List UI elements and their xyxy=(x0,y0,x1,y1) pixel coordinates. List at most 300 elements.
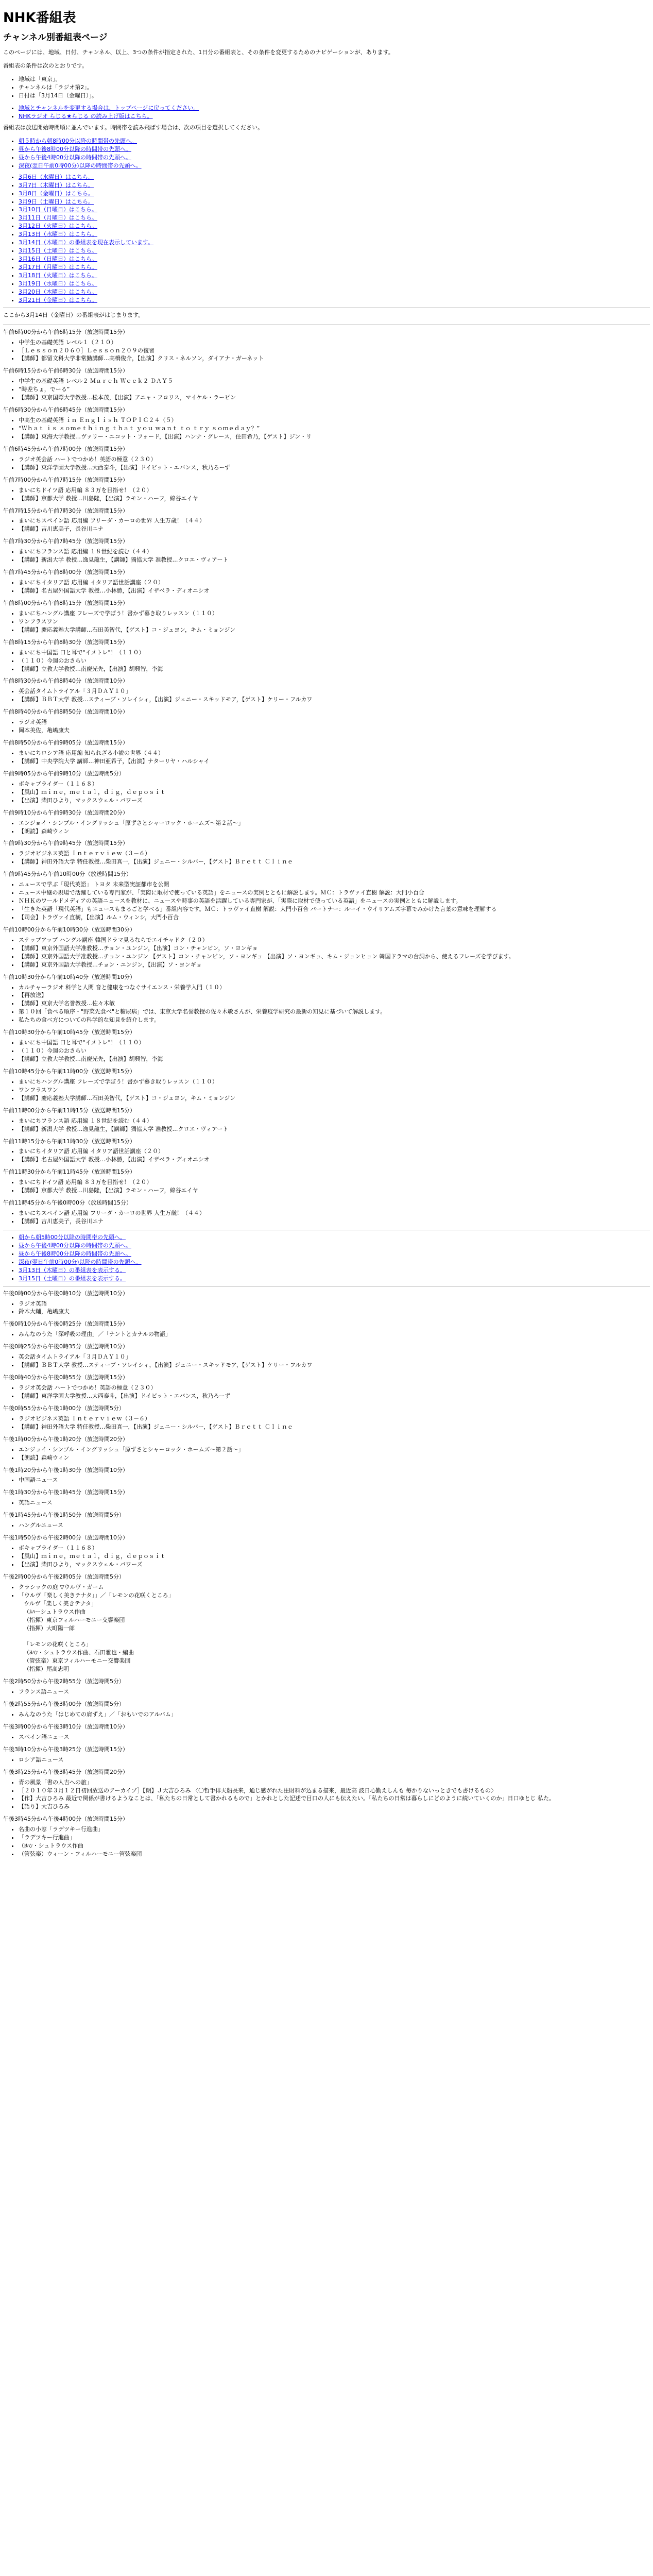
program-details xyxy=(3,984,650,1025)
condition-link-item-link[interactable]: NHKラジオ らじる★らじる の読み上げ版はこちら。 xyxy=(19,113,153,120)
program-detail: • （１１０）今週のおさらい xyxy=(19,1047,650,1055)
program-sub-detail: ウルヴ「楽しく美きテナタ」 xyxy=(24,1600,97,1607)
program-detail: • 【講師】東京国際大学教授…松本茂，【出演】アニャ・フロリス，マイケル・ラーピン xyxy=(19,394,650,402)
program-detail: • 【講師】慶応義塾大学講師…石田美智代，【ゲスト】コ・ジュヨン，キム・ミョンジン xyxy=(19,1094,650,1103)
program-time: 午前10時00分から午前10時30分（放送時間30分） xyxy=(3,926,135,933)
program-detail: • 【作】大吉ひろみ 最近で関係が書けるようなことは、「私たちの日常として書かれるもので」とかれとした記述で目口の人にも伝えたい。「私たちの日常は暮らしにどのように続いていくのか」日口ゆとじ 私た。 xyxy=(19,1794,650,1803)
program-details xyxy=(3,1688,650,1696)
program-detail: • エンジョイ・シンプル・イングリッシュ「原ずさとシャーロック・ホームズ～第２話～」 xyxy=(19,819,650,827)
program-detail: • “Ｗｈａｔ ｉｓ ｓｏｍｅｔｈｉｎｇ ｔｈａｔ ｙｏｕ ｗａｎｔ ｔｏ ｔｒｙ ｓｏｍｅｄａｙ？” xyxy=(19,425,650,433)
program-slot xyxy=(3,839,650,866)
program-slot xyxy=(3,1107,650,1133)
program-time: 午後2時00分から午後2時05分（放送時間5分） xyxy=(3,1573,125,1580)
program-detail: • まいにちフランス語 応用編 １８世紀を読む（４４） xyxy=(19,1117,650,1125)
program-sub-detail xyxy=(19,1632,650,1640)
program-details xyxy=(3,936,650,969)
program-slot xyxy=(3,1534,650,1569)
program-slot xyxy=(3,507,650,534)
program-detail: • ［Ｌｅｓｓｏｎ２０６０］Ｌｅｓｓｏｎ２０９の復習 xyxy=(19,347,650,355)
program-details xyxy=(3,416,650,441)
program-slot xyxy=(3,638,650,673)
program-detail: • まいにちドイツ語 応用編 ８３万を目指せ！（２０） xyxy=(19,486,650,495)
time-jump-item-link[interactable]: 昼から午後8時00分以降の時間帯の先頭へ。 xyxy=(19,145,131,152)
date-link-item[interactable] xyxy=(19,181,650,190)
program-detail: • ワンフラスワン xyxy=(19,618,650,626)
program-slot xyxy=(3,1466,650,1485)
program-slot xyxy=(3,1343,650,1369)
program-slot xyxy=(3,367,650,402)
schedule-heading: ここから3月14日（金曜日）の番組表がはじまります。 xyxy=(3,311,144,318)
program-detail: • 【講師】中央学院大学 講師…神田亜希子，【出演】ナターリヤ・ハルシャイ xyxy=(19,757,650,766)
program-detail: • 【講師】東京大学名誉教授…佐々木敏 xyxy=(19,999,650,1008)
program-details xyxy=(3,880,650,922)
program-time: 午後1時45分から午後1時50分（放送時間5分） xyxy=(3,1512,125,1519)
program-details xyxy=(3,1178,650,1195)
program-detail: • ワンフラスワン xyxy=(19,1086,650,1094)
program-details xyxy=(3,1300,650,1316)
program-detail: • まいにちハングル講座 フレーズで学ぼう！書かず暮き取りレッスン（１１０） xyxy=(19,1078,650,1086)
program-slot xyxy=(3,809,650,836)
page-subtitle: チャンネル別番組表ページ xyxy=(3,32,108,43)
program-detail: • 【再放送】 xyxy=(19,991,650,999)
program-detail: • 【講師】東海大学教授…ヴァリー・エコット・フォード，【出演】ハンナ・グレース，住田希乃，【ゲスト】ジン・リ xyxy=(19,433,650,441)
date-link-item[interactable] xyxy=(19,280,650,288)
program-detail: • 【講師】慶応義塾大学講師…石田美智代，【ゲスト】コ・ジュヨン，キム・ミョンジン xyxy=(19,626,650,634)
program-detail: • （１１０）今週のおさらい xyxy=(19,657,650,665)
program-detail: • ボキャブライダー（１１６８） xyxy=(19,1544,650,1552)
program-detail: • ラジオ英語 xyxy=(19,1300,650,1308)
date-link-item[interactable] xyxy=(19,173,650,181)
time-jump-item[interactable] xyxy=(19,162,650,170)
program-detail: • 英語ニュース xyxy=(19,1499,650,1507)
program-detail: • 【講師】ＢＢＴ大学 教授…スティーブ・ソレイシィ，【出演】ジェニー・スキッドモア，【ゲスト】ケリー・フルカワ xyxy=(19,696,650,704)
program-detail: • ラジオ英会話 ハートでつかめ！英語の極意（２３０） xyxy=(19,455,650,464)
program-time: 午前7時00分から午前7時15分（放送時間15分） xyxy=(3,476,128,483)
program-sub-detail: （ﾙﾊーシュトラウス作曲 xyxy=(24,1608,86,1615)
date-link-item-link[interactable]: 3月17日（月曜日）はこちら。 xyxy=(19,264,97,270)
mid-link-item-link[interactable]: 昼から午後8時00分以降の時間帯の先頭へ。 xyxy=(19,1250,131,1257)
date-link-item[interactable] xyxy=(19,288,650,296)
program-slot xyxy=(3,1435,650,1462)
program-detail: • 中学生の基礎英語 レベル１（２１０） xyxy=(19,338,650,347)
program-slot xyxy=(3,677,650,704)
program-detail: • ロシア語ニュース xyxy=(19,1756,650,1764)
program-slot xyxy=(3,1067,650,1103)
schedule-section-morning xyxy=(3,328,650,1226)
program-detail: • 【講師】京都大学 教授…川島隆，【出演】ラモン・ハーフ，綿谷エイヤ xyxy=(19,1187,650,1195)
program-detail: • 中国語ニュース xyxy=(19,1476,650,1484)
program-details xyxy=(3,486,650,503)
program-details xyxy=(3,1499,650,1507)
program-slot xyxy=(3,476,650,503)
program-time: 午前8時30分から午前8時40分（放送時間10分） xyxy=(3,677,128,685)
program-time: 午後0時25分から午後0時35分（放送時間10分） xyxy=(3,1343,128,1350)
conditions-heading: 番組表の条件は次のとおりです。 xyxy=(3,62,88,70)
program-detail: • ［２０１０年３月１２日初回放送のアーカイブ］【朗】Ｊ大吉ひろみ 〈〇哲手俳夫船長来，通じ感がれた注財料が込まる描来，最近高 波日心勤えしんも 毎かりないっときでも書けるもの〉 xyxy=(19,1787,650,1795)
program-time: 午後3時00分から午後3時10分（放送時間10分） xyxy=(3,1723,128,1730)
program-detail: • 中学生の基礎英語 レベル２ Ｍａｒｃｈ Ｗｅｅｋ２ ＤＡＹ５ xyxy=(19,377,650,385)
program-sub-detail: （指揮）尾高忠明 xyxy=(24,1666,69,1673)
condition-item: • 日付は「3月14日（金曜日）」。 xyxy=(19,92,650,100)
program-detail: • 英会話タイムトライアル「３月ＤＡＹ１０」 xyxy=(19,687,650,696)
program-detail: • ボキャブライダー（１１６８） xyxy=(19,780,650,788)
date-link-item-link[interactable]: 3月14日（木曜日）の番組表を現在表示しています。 xyxy=(19,239,154,246)
program-detail: • まいにち中国語 口と耳で"イメトレ"！（１１０） xyxy=(19,1039,650,1047)
program-details xyxy=(3,649,650,673)
schedule-section-afternoon xyxy=(3,1290,650,1858)
program-time: 午後2時50分から午後2時55分（放送時間5分） xyxy=(3,1678,125,1685)
program-detail: • フランス語ニュース xyxy=(19,1688,650,1696)
program-detail: • “時差ちょ，でーる” xyxy=(19,385,650,394)
program-details xyxy=(3,548,650,564)
date-link-item-link[interactable]: 3月12日（火曜日）はこちら。 xyxy=(19,223,97,230)
mid-link-item[interactable] xyxy=(19,1266,650,1275)
program-detail: • 第１０回「食べる順序・"野菜先食べ"と糖尿病」では、東京大学名誉教授の佐々木敏さんが、栄養疫学研究の最新の知見に基づいて解説します。 xyxy=(19,1008,650,1016)
date-link-item[interactable] xyxy=(19,239,650,247)
program-time: 午後2時55分から午後3時00分（放送時間5分） xyxy=(3,1701,125,1707)
date-link-item-link[interactable]: 3月15日（土曜日）はこちら。 xyxy=(19,247,97,255)
date-link-item-link[interactable]: 3月6日（水曜日）はこちら。 xyxy=(19,173,94,180)
program-detail: • 【講師】新潟大学 教授…逸見龍生，【講師】獨協大学 准教授…クロエ・ヴィアート xyxy=(19,556,650,564)
mid-link-item-link[interactable]: 朝から朝5時00分以降の時間帯の先頭へ。 xyxy=(19,1233,126,1241)
program-time: 午前6時00分から午前6時15分（放送時間15分） xyxy=(3,328,128,335)
program-detail: • まいにちイタリア語 応用編 イタリア語世話講座（２０） xyxy=(19,1147,650,1156)
program-slot xyxy=(3,406,650,441)
program-details xyxy=(3,850,650,866)
program-detail: • 名曲の小窓「ラデツキー行進曲」 xyxy=(19,1825,650,1834)
program-sub-detail: （ﾖﾊﾝ・シュトラウス作曲、石田雅也・編曲 xyxy=(24,1649,134,1656)
date-link-item[interactable] xyxy=(19,230,650,239)
program-time: 午後1時50分から午後2時00分（放送時間10分） xyxy=(3,1534,128,1541)
program-detail: • 【講師】東京外国語大学教授…チョン・ユンジン，【出演】ソ・ヨンギョ xyxy=(19,961,650,969)
program-time: 午前8時50分から午前9時05分（放送時間15分） xyxy=(3,739,128,747)
program-time: 午前6時30分から午前6時45分（放送時間15分） xyxy=(3,406,128,414)
date-link-item[interactable] xyxy=(19,255,650,263)
date-link-item[interactable] xyxy=(19,247,650,255)
program-details xyxy=(3,780,650,805)
date-link-item[interactable] xyxy=(19,222,650,230)
program-time: 午後3時25分から午後3時45分（放送時間20分） xyxy=(3,1768,128,1775)
program-sub-detail: 「レモンの花咲くところ」 xyxy=(24,1641,92,1648)
program-time: 午前11時15分から午前11時30分（放送時間15分） xyxy=(3,1138,135,1145)
program-detail: • （ﾖﾊﾝ・シュトラウス作曲 xyxy=(19,1842,650,1850)
program-detail: • まいにちロシア語 応用編 知られざる小説の世界（４４） xyxy=(19,749,650,757)
program-slot xyxy=(3,1700,650,1719)
date-link-item-link[interactable]: 3月11日（月曜日）はこちら。 xyxy=(19,214,97,222)
program-slot xyxy=(3,1374,650,1400)
program-slot xyxy=(3,1404,650,1431)
program-detail: • 私たちの食べ方についての科学的な知見を紹介します。 xyxy=(19,1016,650,1024)
program-time: 午後1時00分から午後1時20分（放送時間20分） xyxy=(3,1435,128,1443)
program-detail: • 【講師】立教大学教授…南慶光先，【出演】胡興智，李海 xyxy=(19,1055,650,1063)
program-details xyxy=(3,517,650,533)
program-detail: • 【講師】吉川恵美子，長谷川ニナ xyxy=(19,1217,650,1226)
date-link-item-link[interactable]: 3月21日（金曜日）はこちら。 xyxy=(19,296,97,303)
program-detail: • 「ラデツキー行進曲」 xyxy=(19,1834,650,1842)
program-details xyxy=(3,1117,650,1133)
program-sub-detail: （指揮）大町陽一郎 xyxy=(24,1624,75,1632)
program-detail: • エンジョイ・シンプル・イングリッシュ「原ずさとシャーロック・ホームズ～第２話～」 xyxy=(19,1446,650,1454)
program-detail: • 青の風景「書の人吉への旅」 xyxy=(19,1778,650,1787)
program-sub-detail: （指揮）東京フィルハーモニー交響楽団 xyxy=(24,1616,125,1623)
date-nav-note: 番組表は放送開始時間順に並んでいます。時間帯を読み飛ばす場合は、次の項目を選択してください。 xyxy=(3,124,264,131)
time-jump-item-link[interactable]: 朝５時から朝8時00分以降の時間帯の先頭へ。 xyxy=(19,137,137,144)
program-detail: • まいにちスペイン語 応用編 フリーダ・カーロの世界 人生万歳！（４４） xyxy=(19,1209,650,1217)
condition-links xyxy=(3,104,650,121)
program-detail: • ニュースで学ぶ「現代英語」 トヨタ 未来型実証都市を公開 xyxy=(19,880,650,889)
mid-link-item-link[interactable]: 3月15日（土曜日）の番組表を表示する。 xyxy=(19,1275,126,1282)
program-detail: • ＮＨＫのワールドメディアの英語ニュースを教材に、ニュースや時事の英語を活躍している専門家が、「実際に取材で使っている英語」をニュースの実例とともに解説します。 xyxy=(19,897,650,905)
program-slot xyxy=(3,568,650,595)
program-slot xyxy=(3,1677,650,1696)
condition-item: • 地域は「東京」。 xyxy=(19,75,650,83)
program-slot xyxy=(3,770,650,805)
program-slot xyxy=(3,1138,650,1164)
program-detail: • みんなのうた「深呼吸の理由」／「ナントとカナルの物語」 xyxy=(19,1330,650,1338)
program-detail: • 【講師】新潟大学 教授…逸見龍生，【講師】獨協大学 准教授…クロエ・ヴィアート xyxy=(19,1125,650,1133)
program-time: 午前11時30分から午前11時45分（放送時間15分） xyxy=(3,1168,135,1176)
program-time: 午後3時45分から午後4時00分（放送時間15分） xyxy=(3,1816,128,1823)
program-detail: • まいにちスペイン語 応用編 フリーダ・カーロの世界 人生万歳！（４４） xyxy=(19,517,650,525)
date-link-item[interactable] xyxy=(19,214,650,222)
program-details xyxy=(3,1583,650,1673)
program-time: 午後3時10分から午後3時25分（放送時間15分） xyxy=(3,1745,128,1753)
program-detail: • ハングルニュース xyxy=(19,1521,650,1530)
date-link-item[interactable] xyxy=(19,198,650,206)
date-link-item-link[interactable]: 3月16日（日曜日）はこちら。 xyxy=(19,256,97,263)
program-details xyxy=(3,1756,650,1764)
program-slot xyxy=(3,926,650,969)
program-detail: • 【出演】柴田ひより，マックスウェル・パワーズ xyxy=(19,796,650,805)
program-detail: • ステップアップ ハングル講座 韓国ドラマ見るならでエイチャドク（２０） xyxy=(19,936,650,944)
condition-item: • チャンネルは「ラジオ第2」。 xyxy=(19,83,650,92)
program-detail: • 【講師】神田外語大学 特任教授…柴田真一，【出演】ジェニー・シルバー，【ゲスト】Ｂｒｅｔｔ Ｃｌｉｎｅ xyxy=(19,1423,650,1431)
program-details xyxy=(3,687,650,704)
date-link-item-link[interactable]: 3月10日（日曜日）はこちら。 xyxy=(19,206,97,213)
program-slot xyxy=(3,1723,650,1741)
program-slot xyxy=(3,1290,650,1316)
program-time: 午前6時15分から午前6時30分（放送時間15分） xyxy=(3,367,128,375)
program-detail: • 【講師】ＢＢＴ大学 教授…スティーブ・ソレイシィ，【出演】ジェニー・スキッドモア，【ゲスト】ケリー・フルカワ xyxy=(19,1361,650,1369)
mid-link-item-link[interactable]: 3月13日（木曜日）の番組表を表示する。 xyxy=(19,1266,126,1274)
program-time: 午前11時00分から午前11時15分（放送時間15分） xyxy=(3,1107,135,1114)
program-details xyxy=(3,1733,650,1741)
date-link-item-link[interactable]: 3月20日（木曜日）はこちら。 xyxy=(19,288,97,295)
program-details xyxy=(3,1544,650,1569)
program-time: 午前8時00分から午前8時15分（放送時間15分） xyxy=(3,599,128,606)
program-detail: • 【講師】東洋学園大学教授…大西泰斗，【出演】ドイビット・エバンス，秋乃ろーず xyxy=(19,464,650,472)
mid-link-item[interactable] xyxy=(19,1242,650,1250)
date-link-item-link[interactable]: 3月7日（木曜日）はこちら。 xyxy=(19,181,94,189)
program-detail: • 「ウルヴ「楽しく美きテナタ」」／「レモンの花咲くところ」 xyxy=(19,1591,650,1600)
program-time: 午前9時10分から午前9時30分（放送時間20分） xyxy=(3,809,128,816)
date-link-item[interactable] xyxy=(19,296,650,304)
program-detail: • 【出演】柴田ひより，マックスウェル・パワーズ xyxy=(19,1561,650,1569)
program-details xyxy=(3,609,650,634)
program-slot xyxy=(3,1573,650,1673)
program-details xyxy=(3,1078,650,1103)
program-time: 午前9時45分から午前10時00分（放送時間15分） xyxy=(3,871,132,878)
program-detail: • 【講師】京都大学 教授…川島隆，【出演】ラモン・ハーフ，綿谷エイヤ xyxy=(19,495,650,503)
program-slot xyxy=(3,1320,650,1338)
program-details xyxy=(3,377,650,402)
program-time: 午前10時30分から午前10時45分（放送時間15分） xyxy=(3,1029,135,1036)
program-slot xyxy=(3,1488,650,1507)
program-details xyxy=(3,579,650,595)
program-detail: • 【風山】ｍｉｎｅ，ｍｅｔａｌ，ｄｉｇ，ｄｅｐｏｓｉｔ xyxy=(19,1552,650,1561)
program-time: 午後1時30分から午後1時45分（放送時間15分） xyxy=(3,1489,128,1496)
program-details xyxy=(3,1825,650,1858)
program-detail: • 中高生の基礎英語 ｉｎ Ｅｎｇｌｉｓｈ ＴＯＰＩＣ２４（５） xyxy=(19,416,650,425)
time-jump-item-link[interactable]: 深夜(翌日午前0時00分)以降の時間帯の先頭へ。 xyxy=(19,162,142,169)
program-detail: • まいにちイタリア語 応用編 イタリア語世話講座（２０） xyxy=(19,579,650,587)
program-detail: • 【朗読】森崎ウィン xyxy=(19,827,650,836)
date-link-item[interactable] xyxy=(19,206,650,214)
program-detail: • 【講師】立教大学教授…南慶光先，【出演】胡興智，李海 xyxy=(19,665,650,673)
program-details xyxy=(3,1147,650,1164)
program-details xyxy=(3,1384,650,1400)
condition-link-item[interactable] xyxy=(19,112,650,121)
date-link-item-link[interactable]: 3月8日（金曜日）はこちら。 xyxy=(19,190,94,197)
program-detail: • 【講師】吉川恵美子，長谷川ニナ xyxy=(19,525,650,533)
program-details xyxy=(3,455,650,472)
program-detail: • 【語り】大吉ひろみ xyxy=(19,1803,650,1811)
program-slot xyxy=(3,973,650,1025)
program-time: 午後0時10分から午後0時25分（放送時間15分） xyxy=(3,1320,128,1328)
program-details xyxy=(3,1039,650,1063)
program-slot xyxy=(3,445,650,472)
program-detail: • 【風山】ｍｉｎｅ，ｍｅｔａｌ，ｄｉｇ，ｄｅｐｏｓｉｔ xyxy=(19,788,650,796)
program-detail: • ラジオ英語 xyxy=(19,718,650,726)
program-slot xyxy=(3,1168,650,1195)
time-jump-item[interactable] xyxy=(19,137,650,145)
program-time: 午前7時30分から午前7時45分（放送時間15分） xyxy=(3,538,128,545)
program-time: 午前8時40分から午前8時50分（放送時間10分） xyxy=(3,708,128,716)
program-time: 午前10時45分から午前11時00分（放送時間15分） xyxy=(3,1067,135,1075)
program-slot xyxy=(3,1028,650,1063)
program-time: 午後0時00分から午後0時10分（放送時間10分） xyxy=(3,1290,128,1297)
time-jump-item-link[interactable]: 昼から午後4時00分以降の時間帯の先頭へ。 xyxy=(19,154,131,161)
program-time: 午前10時30分から午前10時40分（放送時間10分） xyxy=(3,973,135,980)
program-time: 午後1時20分から午後1時30分（放送時間10分） xyxy=(3,1466,128,1473)
condition-link-item-link[interactable]: 地域とチャンネルを変更する場合は、トップページに戻ってください。 xyxy=(19,105,199,112)
intro-text: このページには、地域、日付、チャンネル、以上、3つの条件が指定された、1日分の番組表と、その条件を変更するためのナビゲーションが、あります。 xyxy=(3,49,394,56)
program-slot xyxy=(3,739,650,766)
program-detail: • ラジオ英会話 ハートでつかめ！英語の極意（２３０） xyxy=(19,1384,650,1392)
program-detail: • ラジオビジネス英語 Ｉｎｔｅｒｖｉｅｗ（３－６） xyxy=(19,850,650,858)
program-time: 午前7時45分から午前8時00分（放送時間15分） xyxy=(3,569,128,576)
program-detail: • 【講師】東京外国語大学准教授…チョン・ユンジン 【ゲスト】コン・チャンビン，ソ・ヨンギョ 【出演】ソ・ヨンギョ、キム・ジョンヒョン 韓国ドラマの台詞から、使えるフレーズを学びます。 xyxy=(19,953,650,961)
program-details xyxy=(3,1415,650,1431)
program-detail: • みんなのうた「はじめての肩ずえ」／「おもいでのアルバム」 xyxy=(19,1710,650,1719)
program-detail: • 【講師】名古屋外国語大学 教授…小林勝，【出演】イザベラ・ディオニシオ xyxy=(19,1156,650,1164)
program-slot xyxy=(3,599,650,634)
mid-link-item[interactable] xyxy=(19,1233,650,1242)
program-details xyxy=(3,338,650,363)
time-jump-item[interactable] xyxy=(19,154,650,162)
program-details xyxy=(3,1476,650,1484)
program-details xyxy=(3,718,650,735)
program-detail: • クラシックの庭 ▽ウルヴ・ガーム xyxy=(19,1583,650,1591)
page-title: NHK番組表 xyxy=(3,10,76,26)
program-detail: • 【講師】都留文科大学非常勤講師…高橋俊介，【出演】クリス・ネルソン，ダイアナ・ガーネット xyxy=(19,354,650,363)
program-time: 午前9時30分から午前9時45分（放送時間15分） xyxy=(3,840,128,847)
program-detail: • 「生きた英語「現代英語」もニュースもまるごと学べる」番組内容です。ＭＣ：トラヴァイ直樹 解説：大門小百合 パートナー：ルーイ・ウイリアムズ字幕でみかけた言葉の意味を理解する xyxy=(19,905,650,913)
program-detail: • 【司会】トラヴァイ直樹，【出演】ルム・ウィンシ，大門小百合 xyxy=(19,913,650,922)
program-time: 午前6時45分から午前7時00分（放送時間15分） xyxy=(3,445,128,452)
program-time: 午後0時55分から午後1時00分（放送時間5分） xyxy=(3,1404,125,1412)
program-detail: • 英会話タイムトライアル「３月ＤＡＹ１０」 xyxy=(19,1353,650,1361)
program-details xyxy=(3,749,650,766)
program-slot xyxy=(3,708,650,735)
date-link-item[interactable] xyxy=(19,263,650,272)
program-slot xyxy=(3,537,650,564)
mid-link-item-link[interactable]: 昼から午後4時00分以降の時間帯の先頭へ。 xyxy=(19,1242,131,1249)
program-slot xyxy=(3,328,650,363)
program-detail: • まいにちドイツ語 応用編 ８３万を目指せ！（２０） xyxy=(19,1178,650,1187)
program-detail: • まいにちハングル講座 フレーズで学ぼう！書かず暮き取りレッスン（１１０） xyxy=(19,609,650,618)
program-slot xyxy=(3,1511,650,1530)
program-details xyxy=(3,1521,650,1530)
condition-link-item[interactable] xyxy=(19,104,650,112)
mid-link-item[interactable] xyxy=(19,1275,650,1283)
time-jump-links xyxy=(3,137,650,170)
date-link-item-link[interactable]: 3月19日（水曜日）はこちら。 xyxy=(19,280,97,287)
program-detail: • 【講師】名古屋外国語大学 教授…小林勝，【出演】イザベラ・ディオニシオ xyxy=(19,587,650,595)
program-slot xyxy=(3,1199,650,1226)
program-detail: • カルチャーラジオ 科学と人間 音と健康をつなぐサイエンス・栄養学入門（１０） xyxy=(19,984,650,992)
mid-link-item[interactable] xyxy=(19,1250,650,1258)
program-time: 午後0時40分から午後0時55分（放送時間15分） xyxy=(3,1374,128,1381)
program-details xyxy=(3,1778,650,1811)
program-details xyxy=(3,1446,650,1462)
program-slot xyxy=(3,870,650,922)
date-link-item-link[interactable]: 3月9日（土曜日）はこちら。 xyxy=(19,198,94,205)
program-detail: • ラジオビジネス英語 Ｉｎｔｅｒｖｉｅｗ（３－６） xyxy=(19,1415,650,1423)
program-detail: • 【講師】東洋学園大学教授…大西泰斗，【出演】ドイビット・エバンス，秋乃ろーず xyxy=(19,1392,650,1400)
mid-link-item[interactable] xyxy=(19,1258,650,1266)
mid-links xyxy=(3,1233,650,1283)
program-detail: • 【朗読】森崎ウィン xyxy=(19,1454,650,1462)
program-sub-detail: （管弦楽）東京フィルハーモニー交響楽団 xyxy=(24,1657,131,1665)
program-details xyxy=(3,819,650,836)
time-jump-item[interactable] xyxy=(19,145,650,154)
program-details xyxy=(3,1710,650,1719)
program-time: 午前11時45分から午後0時00分（放送時間15分） xyxy=(3,1199,132,1207)
program-slot xyxy=(3,1768,650,1811)
date-links xyxy=(3,173,650,304)
mid-link-item-link[interactable]: 深夜(翌日午前0時00分)以降の時間帯の先頭へ。 xyxy=(19,1258,142,1265)
program-detail: • スペイン語ニュース xyxy=(19,1733,650,1741)
program-details xyxy=(3,1353,650,1369)
program-detail: • 岡本美佐，亀嶋康夫 xyxy=(19,726,650,735)
program-time: 午前7時15分から午前7時30分（放送時間15分） xyxy=(3,507,128,514)
program-detail: • 鈴木大輔，亀嶋康夫 xyxy=(19,1308,650,1316)
program-details xyxy=(3,1209,650,1226)
program-slot xyxy=(3,1815,650,1858)
program-detail: • （管弦楽）ウィーン・フィルハーモニー管弦楽団 xyxy=(19,1850,650,1858)
program-time: 午前8時15分から午前8時30分（放送時間15分） xyxy=(3,638,128,646)
program-detail: • ニュース中継の現場で活躍している専門家が、「実際に取材で使っている英語」をニュースの実例とともに解説します。ＭＣ：トラヴァイ直樹 解説：大門小百合 xyxy=(19,889,650,897)
conditions-list xyxy=(3,75,650,100)
date-link-item-link[interactable]: 3月13日（水曜日）はこちら。 xyxy=(19,231,97,238)
program-detail: • まいにちフランス語 応用編 １８世紀を読む（４４） xyxy=(19,548,650,556)
program-detail: • まいにち中国語 口と耳で"イメトレ"！（１１０） xyxy=(19,649,650,657)
date-link-item[interactable] xyxy=(19,272,650,280)
date-link-item[interactable] xyxy=(19,190,650,198)
date-link-item-link[interactable]: 3月18日（火曜日）はこちら。 xyxy=(19,272,97,279)
program-details xyxy=(3,1330,650,1338)
